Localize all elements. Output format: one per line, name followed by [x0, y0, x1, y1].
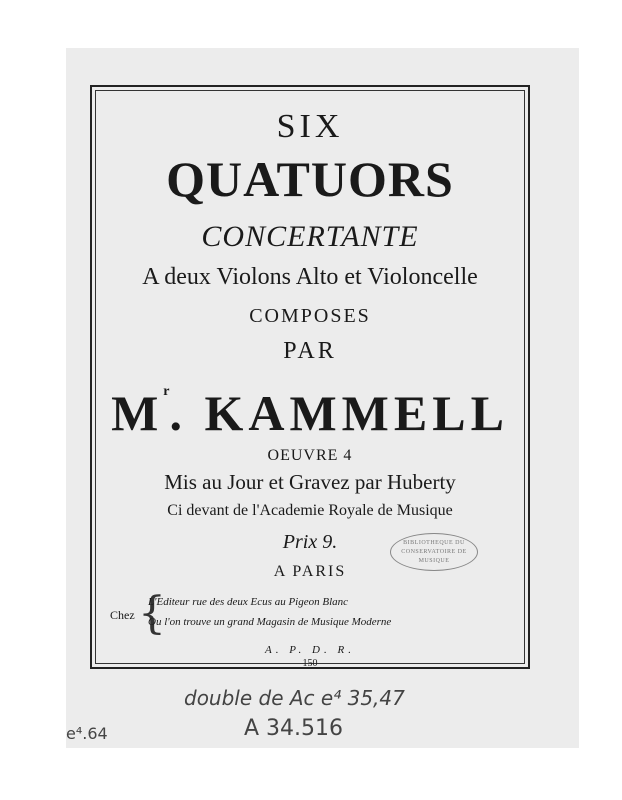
title-concertante: CONCERTANTE [201, 220, 419, 253]
city: A PARIS [273, 563, 347, 580]
publisher-line: Mis au Jour et Gravez par Huberty [164, 470, 456, 494]
plate-number: 150 [302, 658, 318, 669]
handwritten-note: double de Ac e⁴ 35,47 [184, 686, 405, 710]
handwritten-corner-mark: e⁴.64 [66, 724, 108, 743]
composer-sup: r [163, 384, 170, 399]
address-line-2: Ou l'on trouve un grand Magasin de Musique Moderne [148, 616, 392, 628]
composer-prefix: M [111, 385, 164, 441]
chez-label: Chez [110, 608, 135, 622]
instrumentation: A deux Violons Alto et Violoncelle [142, 264, 478, 290]
composer-surname: KAMMELL [204, 385, 509, 441]
title-quatuors: QUATUORS [166, 151, 454, 207]
composer-name: $M^r$. KAMMELL [111, 384, 509, 441]
par-label: PAR [283, 338, 337, 364]
composes-label: COMPOSES [249, 305, 371, 327]
publisher-affiliation: Ci devant de l'Academie Royale de Musique [167, 502, 453, 519]
title-six: SIX [276, 108, 344, 145]
stamp-text: BIBLIOTHEQUE DU CONSERVATOIRE DE MUSIQUE [401, 539, 467, 564]
opus-number: OEUVRE 4 [267, 447, 353, 464]
library-stamp-icon [390, 533, 478, 571]
address-line-1: L'Editeur rue des deux Ecus au Pigeon Blanc [148, 596, 349, 608]
handwritten-shelfmark: A 34.516 [244, 716, 344, 741]
privilege-mark: A. P. D. R. [265, 644, 355, 656]
brace-icon: { [138, 588, 166, 639]
price: Prix 9. [282, 531, 338, 553]
